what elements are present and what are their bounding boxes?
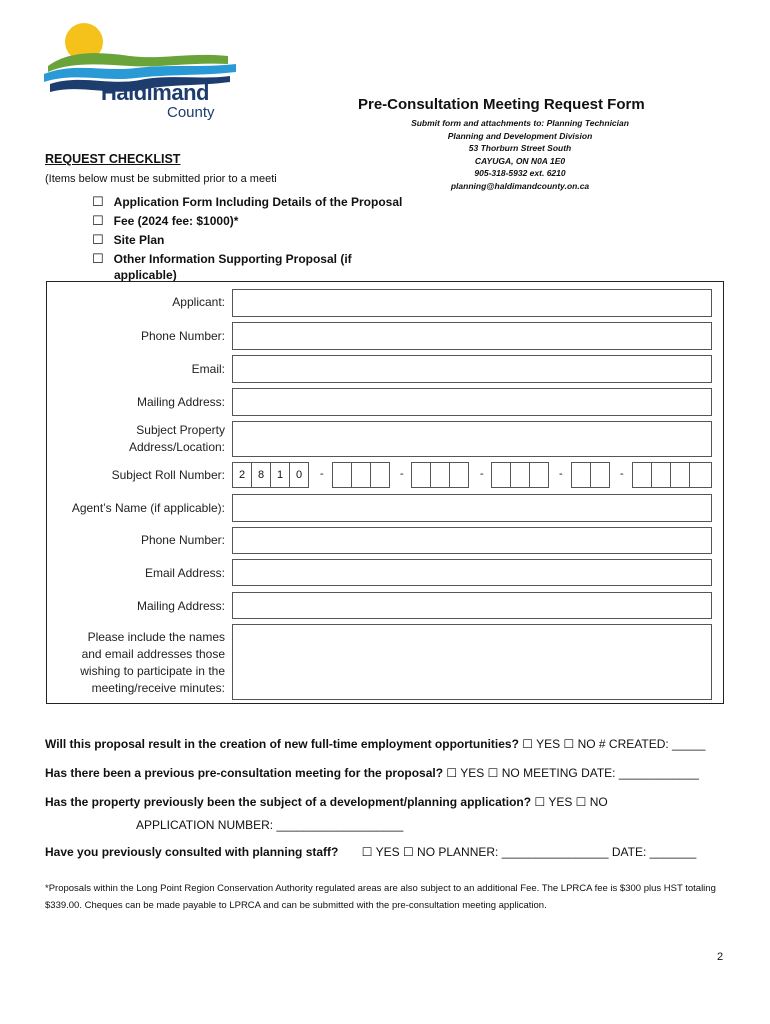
contact-email[interactable]: planning@haldimandcounty.on.ca — [450, 180, 590, 191]
roll-digit: 2 — [232, 462, 252, 488]
roll-number-field — [232, 462, 712, 488]
lprca-footnote: *Proposals within the Long Point Region Conservation Authority regulated areas are also subject to an additional Fee. The LPRCA fee is $300 plus HST totaling $339.00. Cheques can be made payable to LPRCA and can be submitted with the pre-consultation meeting application. — [45, 883, 716, 911]
roll-separator: - — [559, 468, 563, 480]
roll-cell[interactable] — [332, 462, 352, 488]
property-address-input[interactable] — [232, 421, 712, 457]
roll-digit: 8 — [251, 462, 271, 488]
checklist-item — [92, 194, 402, 210]
participants-label-line: and email addresses those — [81, 647, 225, 661]
property-label-line: Subject Property — [136, 423, 225, 437]
previous-application-question-text: Has the property previously been the subject of a development/planning application? — [45, 795, 532, 809]
checklist-item-label: Fee (2024 fee: $1000)* — [113, 214, 239, 228]
logo-county: County — [167, 104, 215, 121]
participants-label — [80, 629, 225, 697]
roll-cell[interactable] — [491, 462, 511, 488]
planning-staff-question — [45, 845, 696, 859]
roll-digit: 1 — [270, 462, 290, 488]
previous-application-question — [45, 795, 608, 809]
form-title: Pre-Consultation Meeting Request Form — [358, 96, 645, 113]
contact-block — [400, 117, 640, 192]
planning-staff-question-text: Have you previously consulted with planning staff? — [45, 845, 339, 859]
checkbox-icon[interactable]: ☐ — [92, 194, 104, 209]
previous-meeting-options[interactable]: ☐ YES ☐ NO MEETING DATE: ____________ — [446, 766, 699, 780]
roll-cell[interactable] — [411, 462, 431, 488]
roll-digit: 0 — [289, 462, 309, 488]
checklist-item-label: Site Plan — [113, 233, 165, 247]
roll-cell[interactable] — [632, 462, 652, 488]
checklist-item-label: Other Information Supporting Proposal (if — [113, 252, 352, 266]
roll-cell[interactable] — [571, 462, 591, 488]
participants-label-line: meeting/receive minutes: — [91, 681, 225, 695]
contact-line: CAYUGA, ON N0A 1E0 — [474, 155, 566, 166]
roll-cell[interactable] — [590, 462, 610, 488]
mailing-address-input[interactable] — [232, 388, 712, 416]
applicant-input[interactable] — [232, 289, 712, 317]
checkbox-icon[interactable]: ☐ — [92, 213, 104, 228]
employment-options[interactable]: ☐ YES ☐ NO # CREATED: _____ — [522, 737, 706, 751]
checklist-item — [92, 213, 238, 229]
agent-name-input[interactable] — [232, 494, 712, 522]
page-number: 2 — [717, 951, 724, 963]
checklist-item-continued: applicable) — [114, 268, 177, 282]
checkbox-icon[interactable]: ☐ — [92, 251, 104, 266]
checklist-note: (Items below must be submitted prior to a meeti — [45, 173, 277, 185]
previous-meeting-question — [45, 766, 699, 780]
phone-input[interactable] — [232, 322, 712, 350]
planning-staff-options[interactable]: ☐ YES ☐ NO PLANNER: ________________ DATE: _______ — [361, 845, 697, 859]
checklist-item — [92, 251, 352, 267]
agent-phone-input[interactable] — [232, 527, 712, 554]
roll-cell[interactable] — [670, 462, 690, 488]
roll-cell[interactable] — [651, 462, 671, 488]
participants-label-line: wishing to participate in the — [80, 664, 225, 678]
agent-email-label: Email Address: — [144, 566, 225, 580]
application-number-field[interactable]: APPLICATION NUMBER: ___________________ — [136, 818, 404, 832]
roll-number-label: Subject Roll Number: — [111, 468, 225, 482]
checklist-item-label: Application Form Including Details of the Proposal — [113, 195, 403, 209]
checklist-title: REQUEST CHECKLIST — [45, 152, 181, 166]
roll-cell[interactable] — [529, 462, 549, 488]
mailing-address-label: Mailing Address: — [136, 395, 225, 409]
roll-cell[interactable] — [370, 462, 390, 488]
contact-line: Planning and Development Division — [447, 130, 593, 141]
applicant-label: Applicant: — [172, 295, 225, 309]
checklist-item — [92, 232, 164, 248]
roll-cell[interactable] — [430, 462, 450, 488]
previous-meeting-question-text: Has there been a previous pre-consultation meeting for the proposal? — [45, 766, 444, 780]
participants-label-line: Please include the names — [87, 630, 225, 644]
logo-name: Haldimand — [101, 80, 209, 105]
employment-question — [45, 737, 705, 751]
email-input[interactable] — [232, 355, 712, 383]
employment-question-text: Will this proposal result in the creation of new full-time employment opportunities? — [45, 737, 519, 751]
property-label-line: Address/Location: — [128, 440, 225, 454]
contact-line: 905-318-5932 ext. 6210 — [474, 168, 566, 178]
email-label: Email: — [191, 362, 225, 376]
roll-separator: - — [320, 468, 324, 480]
roll-cell[interactable] — [449, 462, 469, 488]
contact-line: Submit form and attachments to: Planning Technician — [411, 118, 629, 128]
agent-mailing-input[interactable] — [232, 592, 712, 619]
roll-separator: - — [400, 468, 404, 480]
roll-cell[interactable] — [351, 462, 371, 488]
roll-cell[interactable] — [689, 462, 712, 488]
agent-email-input[interactable] — [232, 559, 712, 586]
phone-label: Phone Number: — [140, 329, 225, 343]
agent-name-label: Agent’s Name (if applicable): — [71, 501, 225, 515]
property-label — [129, 422, 225, 456]
roll-separator: - — [620, 468, 624, 480]
participants-input[interactable] — [232, 624, 712, 700]
agent-mailing-label: Mailing Address: — [136, 599, 225, 613]
contact-line: 53 Thorburn Street South — [468, 143, 572, 153]
agent-phone-label: Phone Number: — [140, 533, 225, 547]
roll-cell[interactable] — [510, 462, 530, 488]
checkbox-icon[interactable]: ☐ — [92, 232, 104, 247]
roll-separator: - — [480, 468, 484, 480]
previous-application-options[interactable]: ☐ YES ☐ NO — [534, 795, 608, 809]
